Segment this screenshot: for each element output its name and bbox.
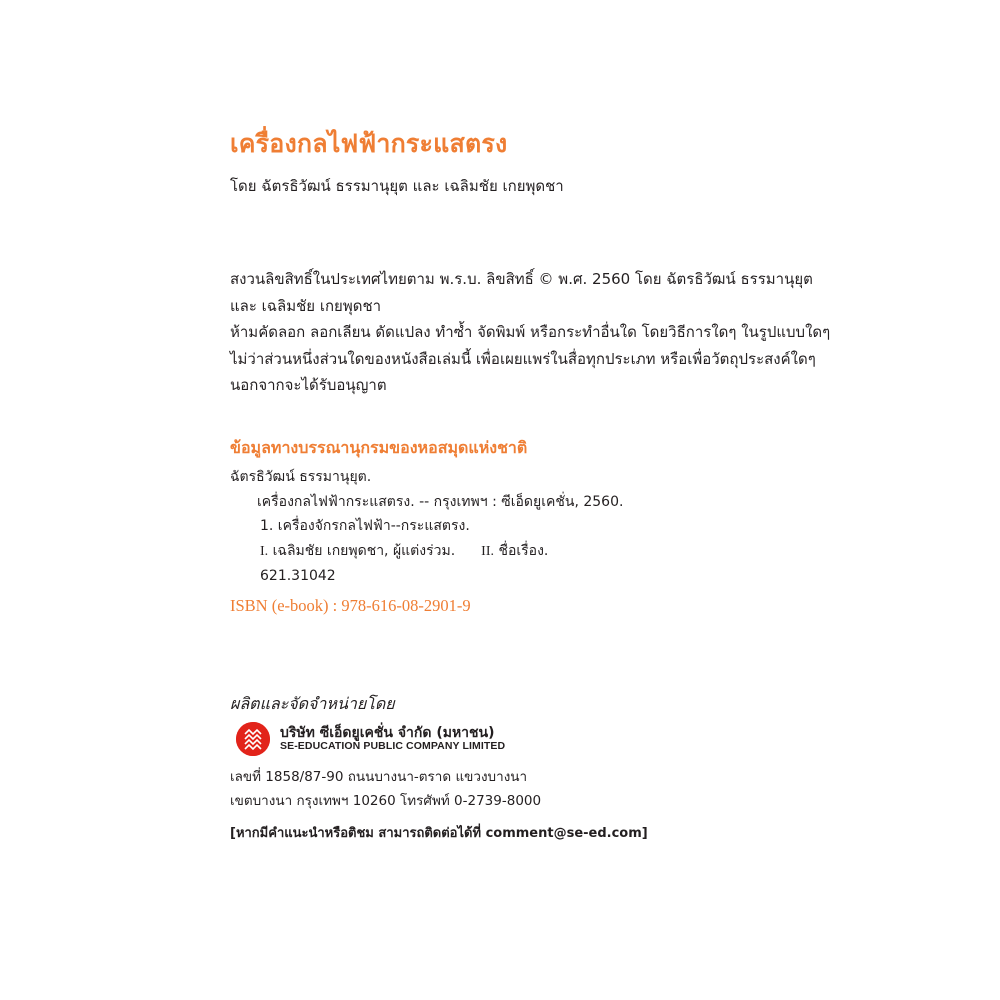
copyright-line: สงวนลิขสิทธิ์ในประเทศไทยตาม พ.ร.บ. ลิขสิทธิ์ © พ.ศ. 2560 โดย ฉัตรธิวัฒน์ ธรรมานุยุต [230, 270, 813, 288]
address-line: เลขที่ 1858/87-90 ถนนบางนา-ตราด แขวงบางนา [230, 769, 528, 785]
copyright-line: ไม่ว่าส่วนหนึ่งส่วนใดของหนังสือเล่มนี้ เพื่อเผยแพร่ในสื่อทุกประเภท หรือเพื่อวัตถุประสงค์ใดๆ [230, 349, 816, 368]
cip-class-number: 621.31042 [260, 568, 336, 584]
copyright-line: และ เฉลิมชัย เกยพุดชา [230, 296, 382, 315]
cip-heading: ข้อมูลทางบรรณานุกรมของหอสมุดแห่งชาติ [230, 438, 528, 457]
copyright-line: นอกจากจะได้รับอนุญาต [230, 376, 387, 394]
se-ed-logo-icon [236, 722, 270, 756]
cip-added-entry-number: II. [481, 543, 494, 559]
cip-main-entry: ฉัตรธิวัฒน์ ธรรมานุยุต. [230, 469, 372, 485]
copyright-line: ห้ามคัดลอก ลอกเลียน ดัดแปลง ทำซ้ำ จัดพิมพ์ หรือกระทำอื่นใด โดยวิธีการใดๆ ในรูปแบบใดๆ [230, 323, 831, 341]
cip-added-entry: เฉลิมชัย เกยพุดชา, ผู้แต่งร่วม. [272, 542, 456, 559]
cip-added-entries [230, 539, 623, 565]
cip-added-entry: ชื่อเรื่อง. [498, 542, 549, 559]
company-name-thai: บริษัท ซีเอ็ดยูเคชั่น จำกัด (มหาชน) [280, 725, 495, 741]
cip-subject: 1. เครื่องจักรกลไฟฟ้า--กระแสตรง. [260, 518, 470, 534]
company-name-english: SE-EDUCATION PUBLIC COMPANY LIMITED [280, 740, 506, 752]
cip-record [230, 465, 623, 589]
isbn: ISBN (e-book) : 978-616-08-2901-9 [230, 596, 471, 615]
address-line: เขตบางนา กรุงเทพฯ 10260 โทรศัพท์ 0-2739-8000 [230, 793, 542, 809]
book-title: เครื่องกลไฟฟ้ากระแสตรง [230, 129, 508, 158]
book-authors: โดย ฉัตรธิวัฒน์ ธรรมานุยุต และ เฉลิมชัย เกยพุดชา [230, 177, 564, 195]
cip-title-line: เครื่องกลไฟฟ้ากระแสตรง. -- กรุงเทพฯ : ซีเอ็ดยูเคชั่น, 2560. [257, 493, 624, 510]
feedback-contact: [หากมีคำแนะนำหรือติชม สามารถติดต่อได้ที่ comment@se-ed.com] [230, 826, 648, 841]
copyright-notice [230, 266, 830, 399]
cip-added-entry-number: I. [260, 543, 269, 559]
distributor-label: ผลิตและจัดจำหน่ายโดย [230, 694, 395, 713]
se-ed-logo-mark-icon [236, 722, 270, 756]
company-address [230, 765, 541, 813]
